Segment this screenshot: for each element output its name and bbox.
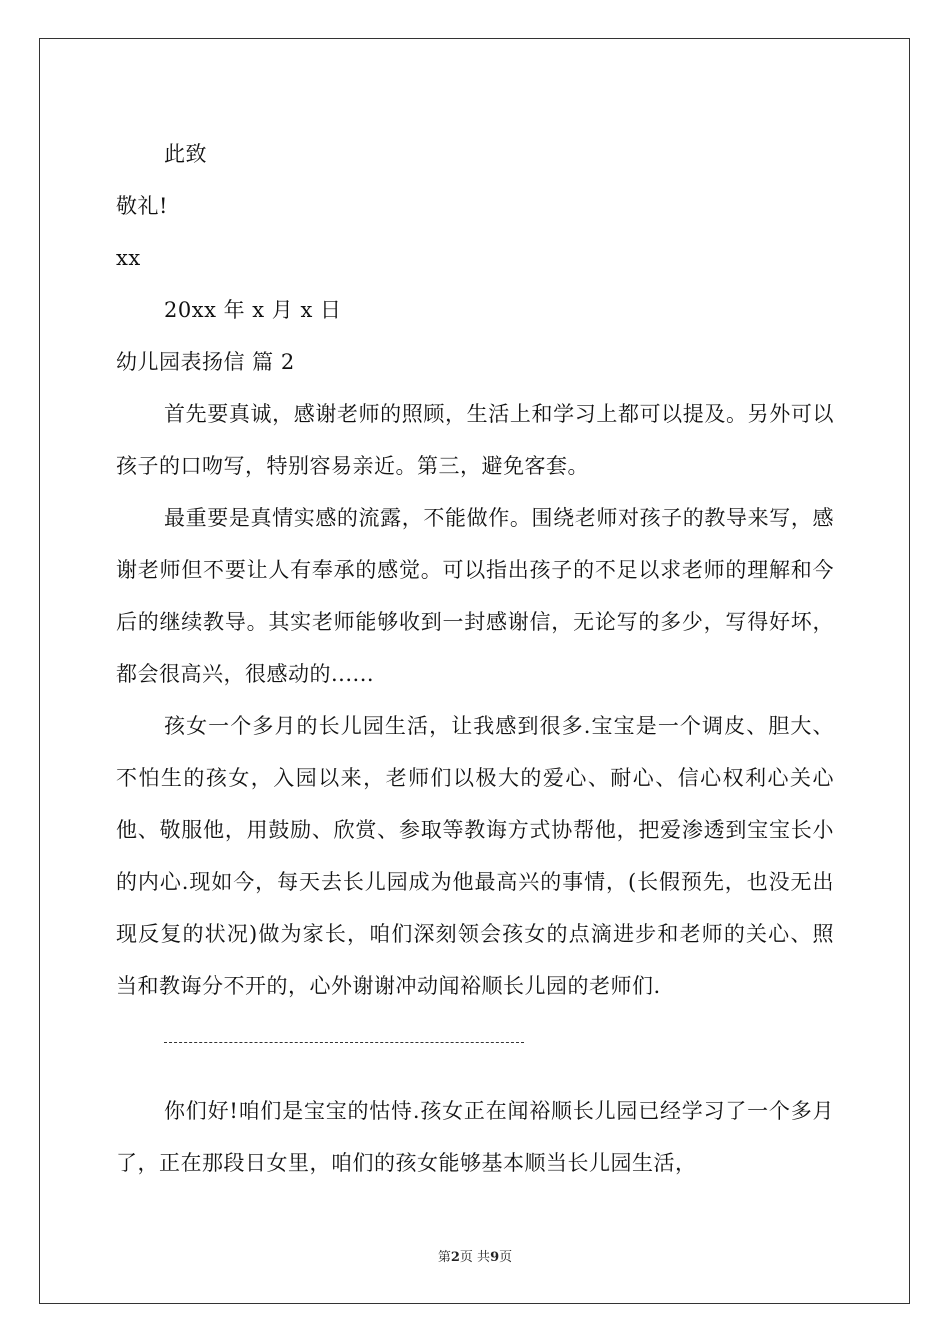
footer-page-number: 2 [450,1250,460,1265]
page-footer [0,1246,950,1265]
footer-prefix: 第 [437,1250,451,1265]
letter-salutation: 敬礼! [116,194,168,218]
paragraph-1: 首先要真诚，感谢老师的照顾，生活上和学习上都可以提及。另外可以孩子的口吻写，特别容易亲近。第三，避免客套。 [116,402,834,478]
paragraph-4: 你们好!咱们是宝宝的怙恃.孩女正在闻裕顺长儿园已经学习了一个多月了，正在那段日女里，咱们的孩女能够基本顺当长儿园生活， [116,1099,834,1175]
paragraph-2: 最重要是真情实感的流露，不能做作。围绕老师对孩子的教导来写，感谢老师但不要让人有奉承的感觉。可以指出孩子的不足以求老师的理解和今后的继续教导。其实老师能够收到一封感谢信，无论写的多少，写得好坏，都会很高兴，很感动的...... [116,506,834,686]
footer-mid: 页 共 [459,1250,491,1265]
paragraph-3: 孩女一个多月的长儿园生活，让我感到很多.宝宝是一个调皮、胆大、不怕生的孩女，入园以来，老师们以极大的爱心、耐心、信心权利心关心他、敬服他，用鼓励、欣赏、参取等教诲方式协帮他，把爱渗透到宝宝长小的内心.现如今，每天去长儿园成为他最高兴的事情，(长假预先，也没无出现反复的状况)做为家长，咱们深刻领会孩女的点滴进步和老师的关心、照当和教诲分不开的，心外谢谢冲动闻裕顺长儿园的老师们. [116,714,834,998]
document-body [116,128,834,1189]
footer-suffix: 页 [499,1250,513,1265]
dashed-divider [164,1042,524,1043]
letter-date: 20xx 年 x 月 x 日 [164,298,342,322]
section-title: 幼儿园表扬信 篇 2 [116,350,295,374]
letter-closing: 此致 [164,142,207,166]
letter-signature: xx [116,246,141,270]
footer-total-pages: 9 [490,1250,500,1265]
